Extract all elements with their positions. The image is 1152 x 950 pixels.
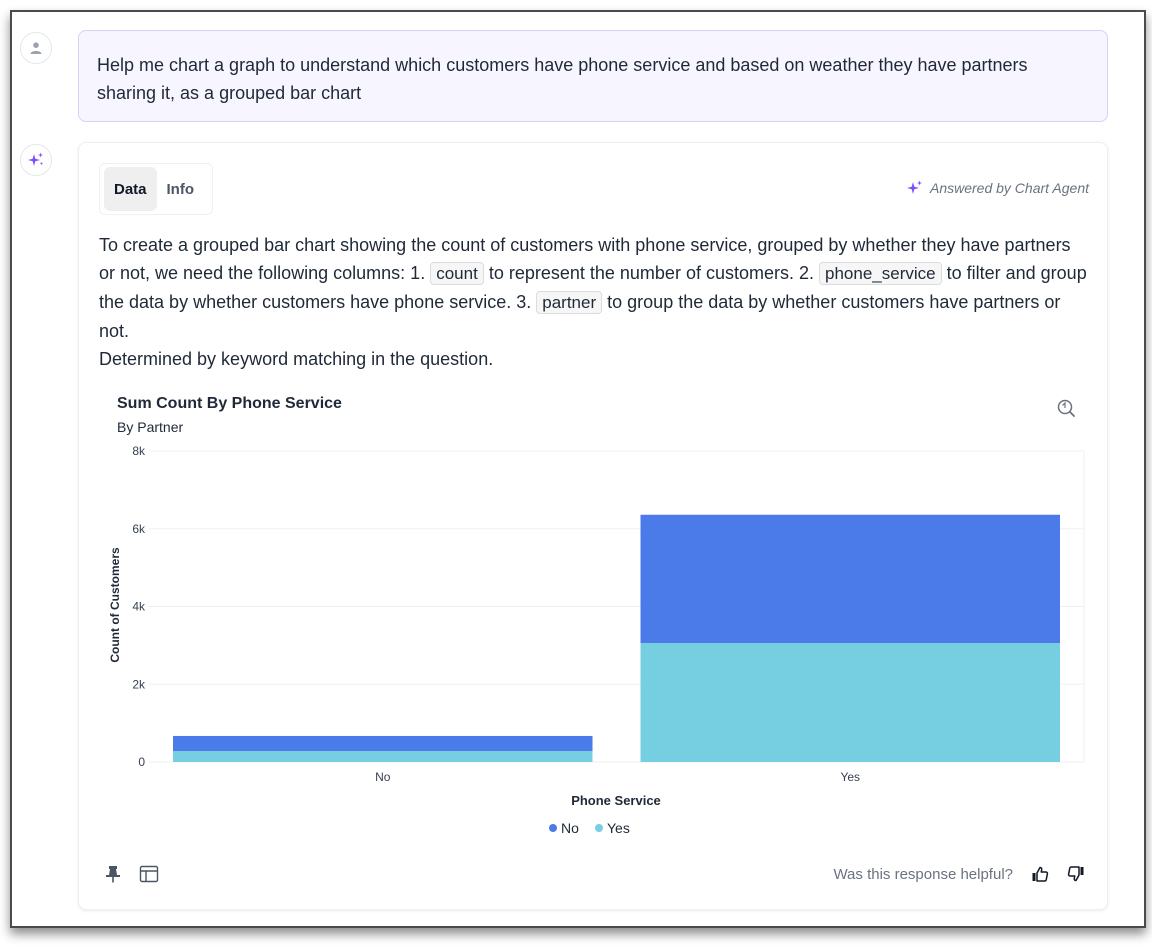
user-avatar [20, 32, 52, 64]
bar-no-yes [173, 751, 593, 762]
answered-by-text: Answered by Chart Agent [929, 180, 1089, 196]
legend-item: Yes [607, 820, 630, 836]
explanation-note: Determined by keyword matching in the question. [99, 349, 494, 369]
chart-svg [79, 433, 1109, 843]
sparkle-icon [906, 179, 924, 197]
legend-item: No [561, 820, 579, 836]
column-token-phone-service: phone_service [819, 262, 942, 285]
y-tick-label: 2k [132, 677, 145, 692]
x-tick-label: Yes [840, 770, 861, 784]
y-axis-label: Count of Customers [108, 547, 122, 663]
thumbs-down-icon[interactable] [1067, 865, 1085, 883]
explanation-part: to filter and group the data by whether customers have phone service. 3. [99, 263, 1087, 312]
explanation-part: To create a grouped bar chart showing the count of customers with phone service, grouped by whether they have partners or not, we need the following columns: 1. [99, 235, 1071, 283]
response-tabs [99, 163, 213, 215]
y-tick-label: 6k [132, 521, 145, 536]
answered-by [906, 179, 1089, 197]
sparkle-icon [27, 151, 45, 169]
table-icon[interactable] [139, 865, 159, 883]
tab-data[interactable]: Data [104, 167, 157, 211]
chart-subtitle: By Partner [117, 419, 184, 435]
explanation-part: to group the data by whether customers have partners or not. [99, 292, 1061, 341]
y-tick-label: 0 [138, 755, 145, 769]
x-tick-label: No [375, 770, 391, 784]
bar-no-no [173, 736, 593, 751]
bar-yes-no [641, 515, 1061, 643]
y-tick-label: 8k [132, 444, 145, 458]
zoom-reset-icon[interactable] [1055, 397, 1077, 424]
legend-swatch [595, 824, 603, 832]
user-message [78, 30, 1108, 122]
y-tick-label: 4k [132, 599, 145, 614]
column-token-partner: partner [536, 291, 602, 314]
response-actions [105, 865, 159, 883]
pin-icon[interactable] [105, 865, 121, 883]
assistant-response-card [78, 142, 1108, 910]
legend-swatch [549, 824, 557, 832]
app-window [10, 10, 1146, 928]
helpful-prompt: Was this response helpful? [833, 865, 1013, 883]
person-icon [29, 41, 43, 55]
chart-title: Sum Count By Phone Service [117, 395, 342, 412]
assistant-avatar [20, 144, 52, 176]
bar-yes-yes [641, 643, 1061, 762]
explanation-part: to represent the number of customers. 2. [488, 263, 814, 283]
explanation-text [99, 231, 1089, 373]
feedback-bar [833, 865, 1085, 883]
column-token-count: count [430, 262, 484, 285]
x-axis-label: Phone Service [571, 793, 661, 808]
thumbs-up-icon[interactable] [1031, 865, 1049, 883]
user-message-text: Help me chart a graph to understand which customers have phone service and based on weather they have partners sharing it, as a grouped bar chart [97, 55, 1028, 103]
tab-info[interactable]: Info [166, 180, 195, 198]
